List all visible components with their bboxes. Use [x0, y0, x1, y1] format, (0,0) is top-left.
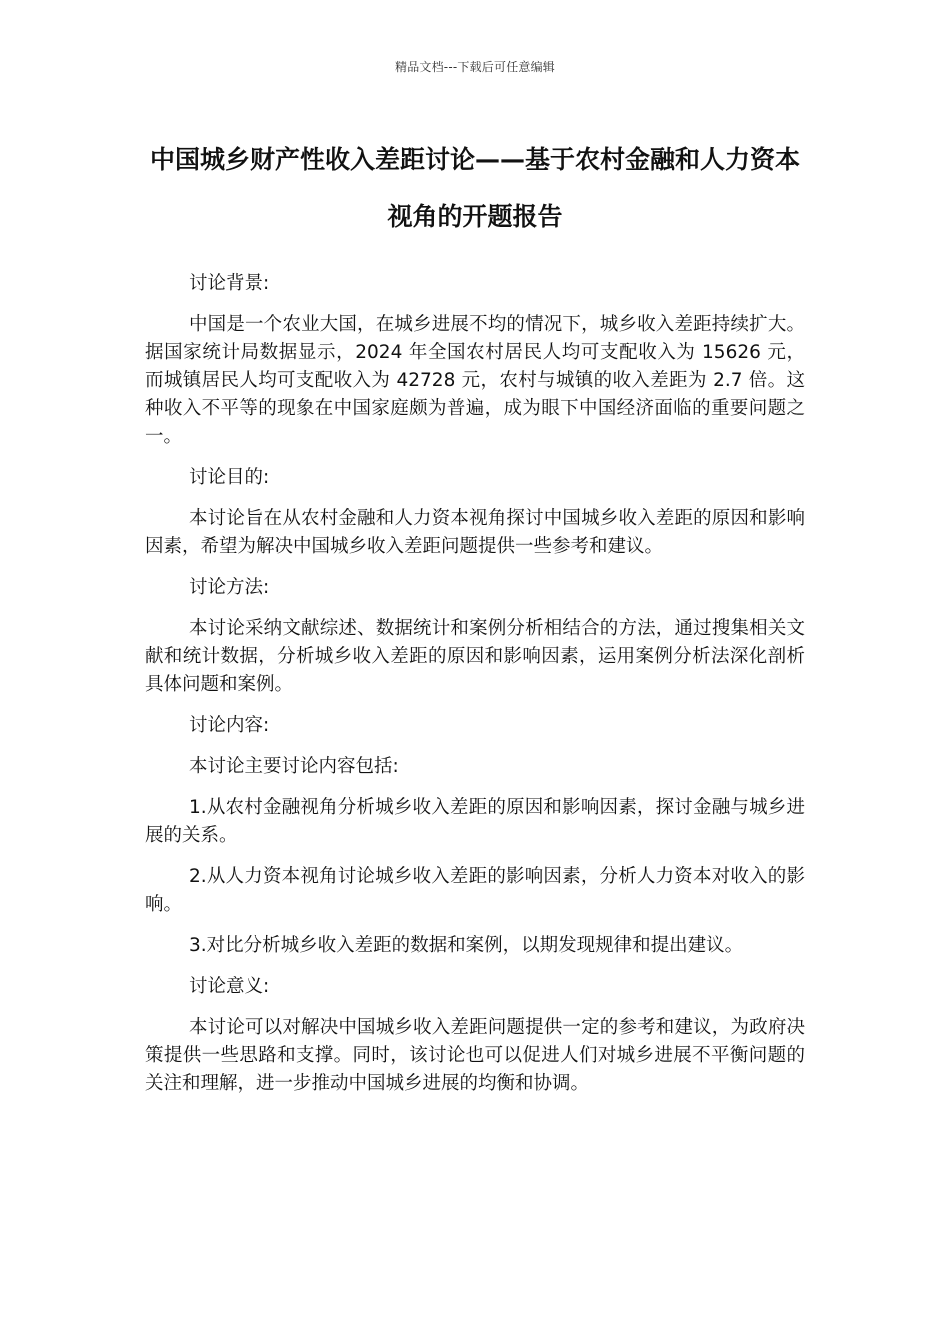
- paragraph-method: 本讨论采纳文献综述、数据统计和案例分析相结合的方法，通过搜集相关文献和统计数据，分析城乡收入差距的原因和影响因素，运用案例分析法深化剖析具体问题和案例。: [145, 618, 805, 695]
- paragraph-content-intro: 本讨论主要讨论内容包括:: [189, 756, 399, 777]
- section-heading-method: 讨论方法:: [189, 577, 270, 598]
- list-item: 1.从农村金融视角分析城乡收入差距的原因和影响因素，探讨金融与城乡进展的关系。: [145, 797, 805, 846]
- section-heading-significance: 讨论意义:: [189, 976, 270, 997]
- section-heading-purpose: 讨论目的:: [189, 467, 270, 488]
- document-title: 中国城乡财产性收入差距讨论——基于农村金融和人力资本视角的开题报告: [149, 145, 800, 231]
- paragraph-background: 中国是一个农业大国，在城乡进展不均的情况下，城乡收入差距持续扩大。据国家统计局数据显示，2024 年全国农村居民人均可支配收入为 15626 元，而城镇居民人均可支配收入为 42728 元，农村与城镇的收入差距为 2.7 倍。这种收入不平等的现象在中国家庭颇为普遍，成为眼下中国经济面临的重要问题之一。: [145, 314, 805, 447]
- list-item: 3.对比分析城乡收入差距的数据和案例，以期发现规律和提出建议。: [189, 935, 744, 956]
- list-item: 2.从人力资本视角讨论城乡收入差距的影响因素，分析人力资本对收入的影响。: [145, 866, 805, 915]
- section-heading-background: 讨论背景:: [189, 273, 270, 294]
- section-heading-content: 讨论内容:: [189, 715, 270, 736]
- paragraph-purpose: 本讨论旨在从农村金融和人力资本视角探讨中国城乡收入差距的原因和影响因素，希望为解决中国城乡收入差距问题提供一些参考和建议。: [145, 508, 805, 557]
- header-note: 精品文档---下载后可任意编辑: [395, 60, 555, 74]
- document-body: [145, 270, 805, 1111]
- paragraph-significance: 本讨论可以对解决中国城乡收入差距问题提供一定的参考和建议，为政府决策提供一些思路和支撑。同时，该讨论也可以促进人们对城乡进展不平衡问题的关注和理解，进一步推动中国城乡进展的均衡和协调。: [145, 1017, 805, 1094]
